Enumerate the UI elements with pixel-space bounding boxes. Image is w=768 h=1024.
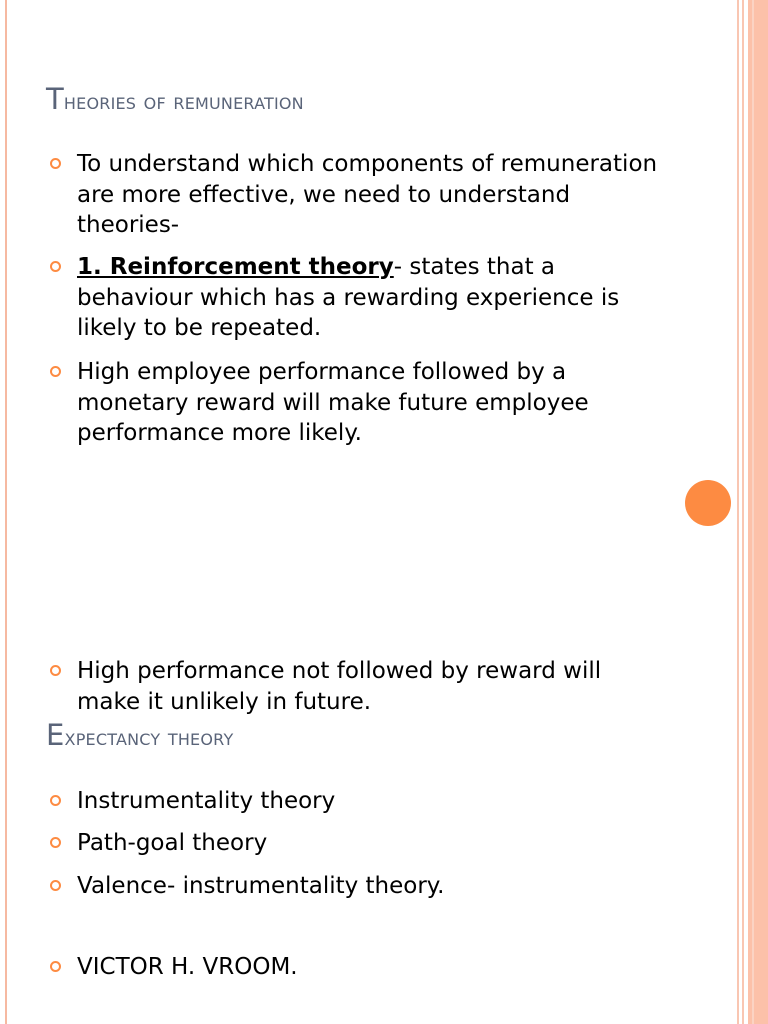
bullet-text: Valence- instrumentality theory. [77,873,445,899]
bullet-text-reinforcement [77,252,670,344]
bullet-item [50,828,670,859]
left-border-line [5,0,7,1024]
title-initial: T [46,82,64,116]
bullet-text: To understand which components of remuneration are more effective, we need to understand theories- [77,151,658,238]
decorative-circle [685,480,731,526]
title-rest: xpectancy theory [64,725,234,751]
bullet-circle-icon [50,366,61,377]
right-border-line-2 [742,0,744,1024]
right-border-band-inner [752,0,754,1024]
bullet-item [50,952,670,983]
bullet-circle-icon [50,158,61,169]
bullet-text: VICTOR H. VROOM. [77,954,298,980]
bullet-circle-icon [50,961,61,972]
bullet-circle-icon [50,665,61,676]
bullet-text: Path-goal theory [77,830,268,856]
title-initial: E [46,718,65,752]
reinforcement-theory-label: 1. Reinforcement theory [77,254,394,280]
bullet-text: High employee performance followed by a monetary reward will make future employee performance more likely. [77,359,589,446]
right-border-band [748,0,768,1024]
bullet-circle-icon [50,880,61,891]
bullet-item [50,357,670,449]
bullet-text: Instrumentality theory [77,788,336,814]
bullet-item [50,786,670,817]
right-border-line-1 [737,0,739,1024]
reinforcement-theory-description: - states that a behaviour which has a rewarding experience is likely to be repeated. [77,254,620,341]
slide-title-theories [46,82,304,116]
bullet-circle-icon [50,837,61,848]
bullet-item [50,252,670,344]
slide-title-expectancy [46,718,233,752]
bullet-item [50,871,670,902]
bullet-circle-icon [50,795,61,806]
bullet-item [50,149,670,241]
bullet-circle-icon [50,261,61,272]
bullet-text: High performance not followed by reward will make it unlikely in future. [77,658,602,715]
title-rest: heories of remuneration [63,89,304,115]
bullet-item [50,656,670,717]
